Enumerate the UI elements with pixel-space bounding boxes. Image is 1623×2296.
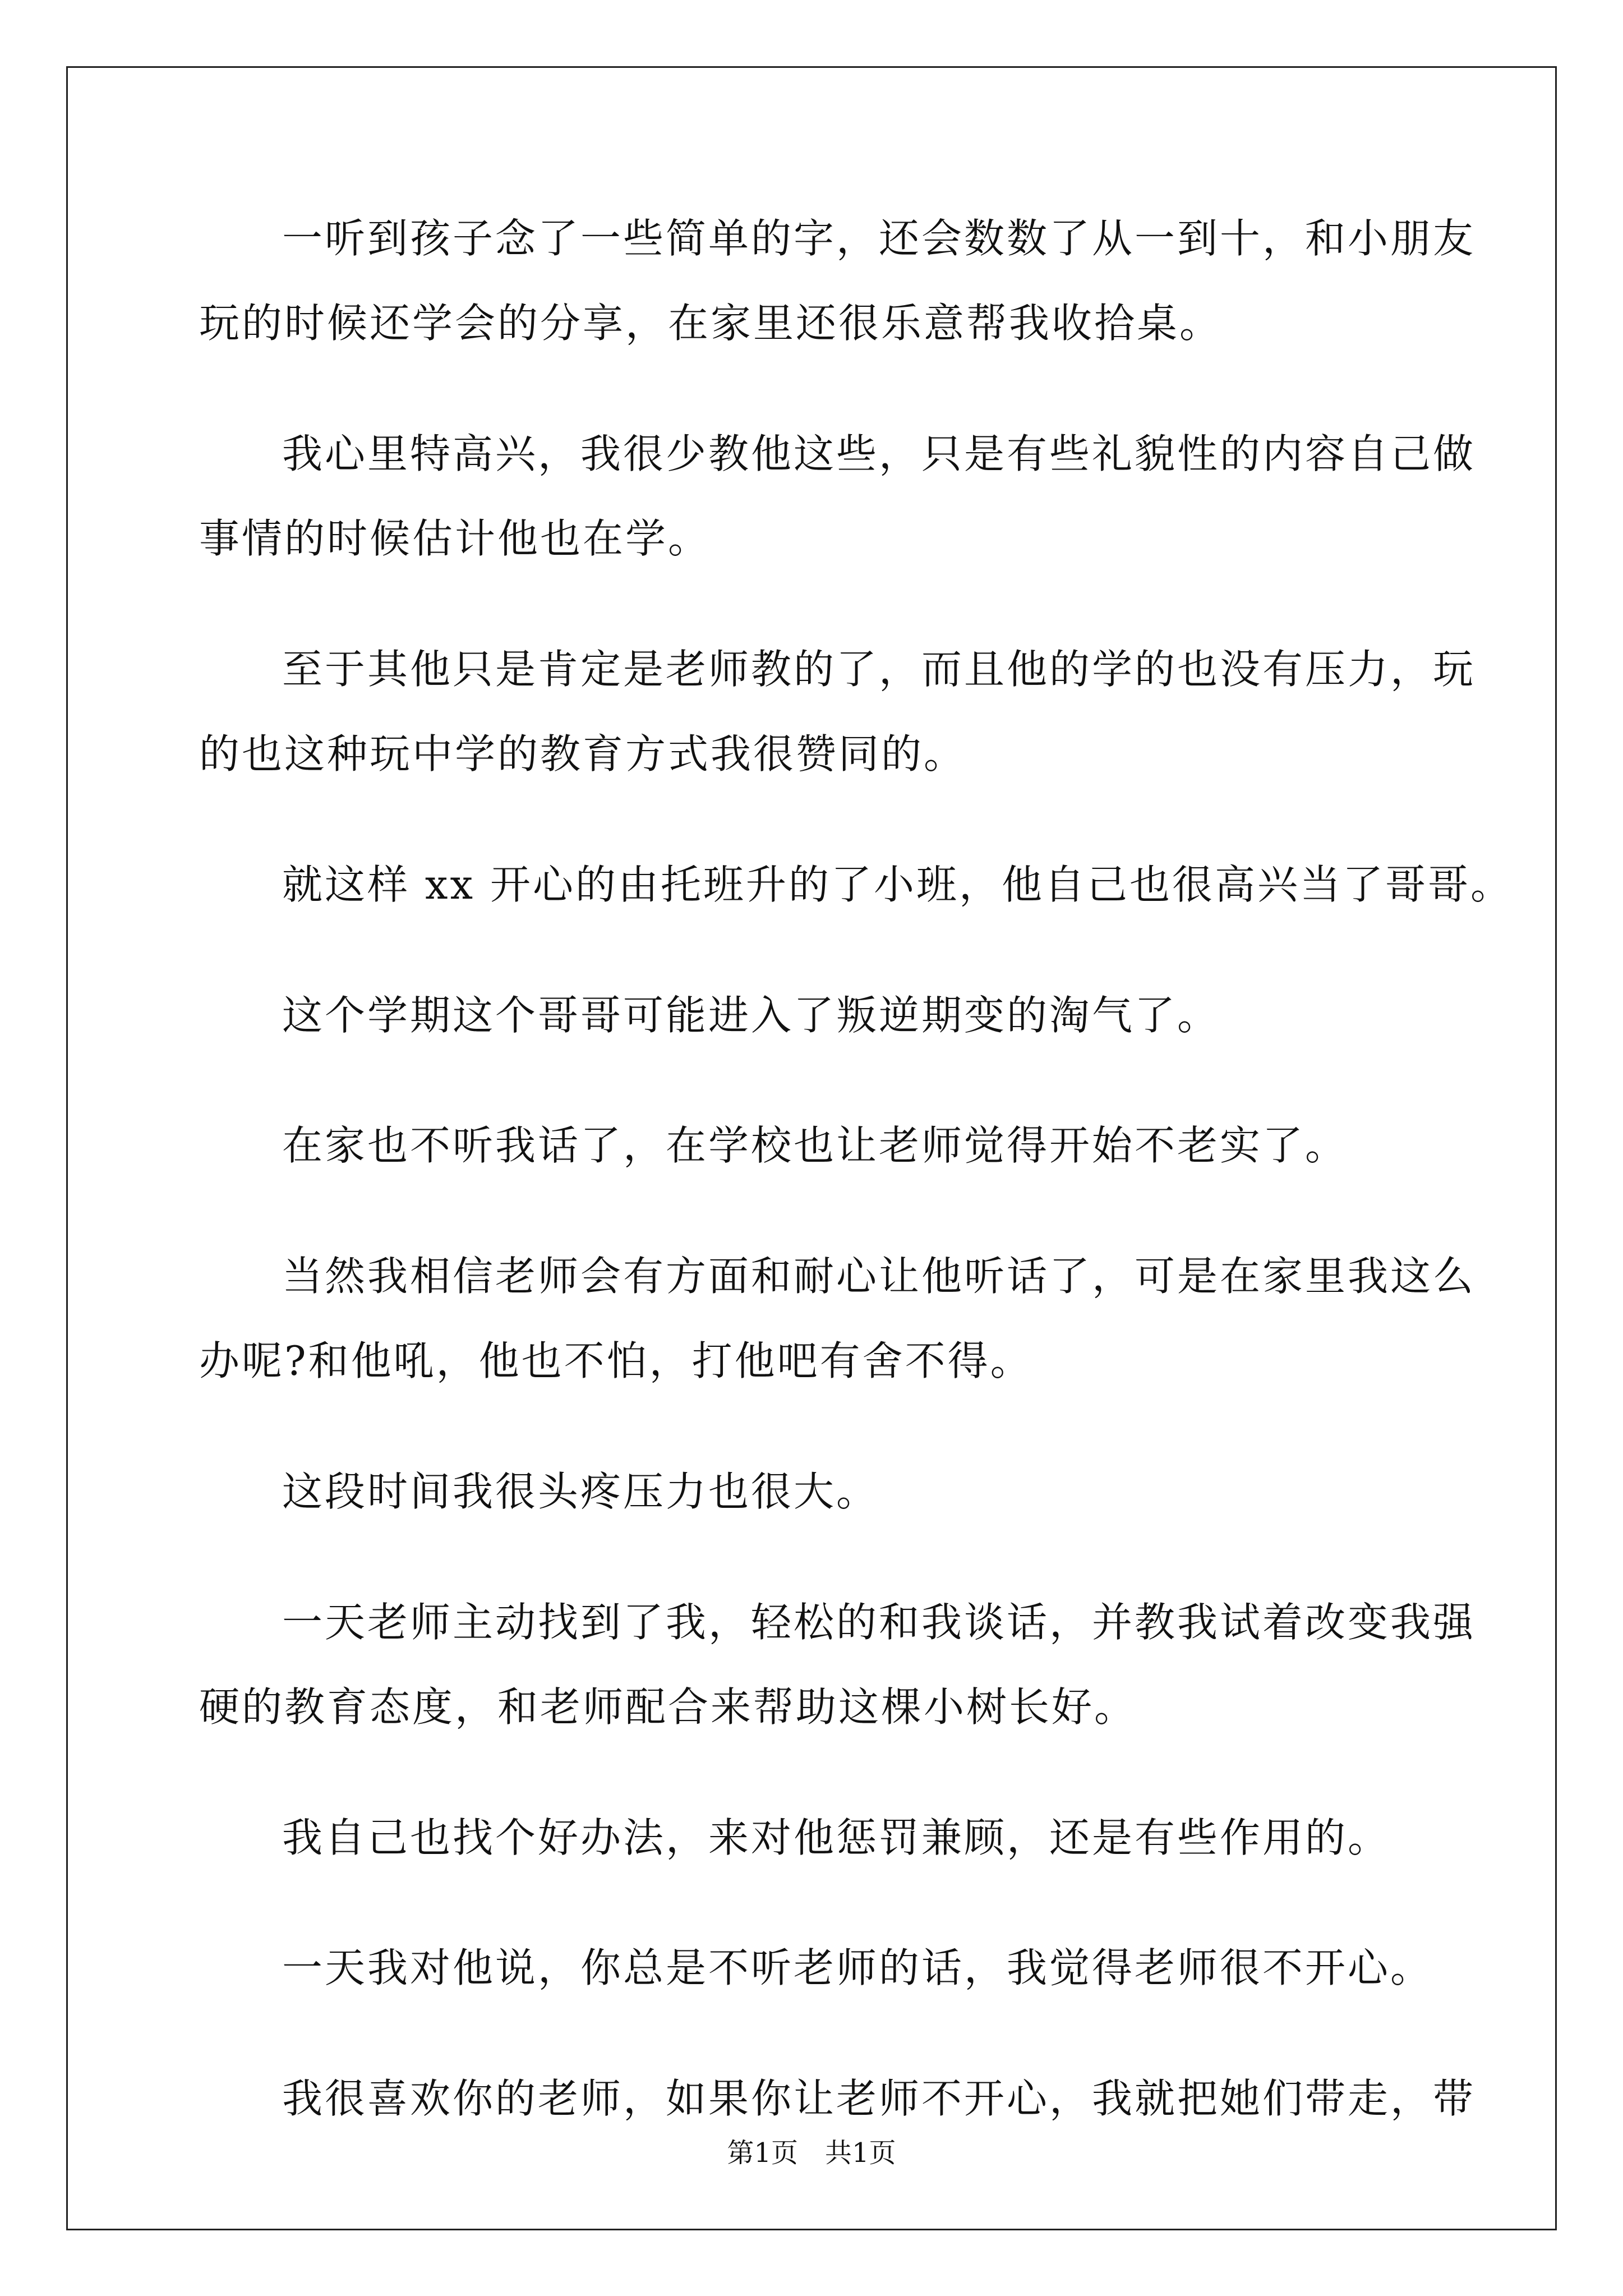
paragraph-3-line-1: 至于其他只是肯定是老师教的了，而且他的学的也没有压力，玩 (282, 646, 1476, 693)
paragraph-11-line-1: 一天我对他说，你总是不听老师的话，我觉得老师很不开心。 (282, 1944, 1433, 1991)
paragraph-1-line-1: 一听到孩子念了一些简单的字，还会数数了从一到十，和小朋友 (282, 215, 1476, 262)
paragraph-9-line-2: 硬的教育态度，和老师配合来帮助这棵小树长好。 (199, 1683, 1137, 1731)
paragraph-12-line-1: 我很喜欢你的老师，如果你让老师不开心，我就把她们带走，带 (282, 2075, 1476, 2122)
paragraph-1-line-2: 玩的时候还学会的分享，在家里还很乐意帮我收拾桌。 (199, 300, 1223, 347)
paragraph-7-line-2: 办呢?和他吼，他也不怕，打他吧有舍不得。 (199, 1337, 1033, 1384)
paragraph-4-line-1: 就这样 xx 开心的由托班升的了小班，他自己也很高兴当了哥哥。 (282, 861, 1513, 908)
paragraph-2-line-1: 我心里特高兴，我很少教他这些，只是有些礼貌性的内容自己做 (282, 430, 1476, 477)
paragraph-6-line-1: 在家也不听我话了，在学校也让老师觉得开始不老实了。 (282, 1122, 1348, 1169)
paragraph-5-line-1: 这个学期这个哥哥可能进入了叛逆期变的淘气了。 (282, 992, 1220, 1039)
paragraph-10-line-1: 我自己也找个好办法，来对他惩罚兼顾，还是有些作用的。 (282, 1814, 1391, 1861)
paragraph-9-line-1: 一天老师主动找到了我，轻松的和我谈话，并教我试着改变我强 (282, 1599, 1476, 1646)
paragraph-8-line-1: 这段时间我很头疼压力也很大。 (282, 1468, 879, 1515)
paragraph-7-line-1: 当然我相信老师会有方面和耐心让他听话了，可是在家里我这么 (282, 1253, 1476, 1300)
paragraph-3-line-2: 的也这种玩中学的教育方式我很赞同的。 (199, 730, 967, 777)
paragraph-2-line-2: 事情的时候估计他也在学。 (199, 515, 711, 562)
page-number-footer: 第1页 共1页 (727, 2137, 896, 2169)
